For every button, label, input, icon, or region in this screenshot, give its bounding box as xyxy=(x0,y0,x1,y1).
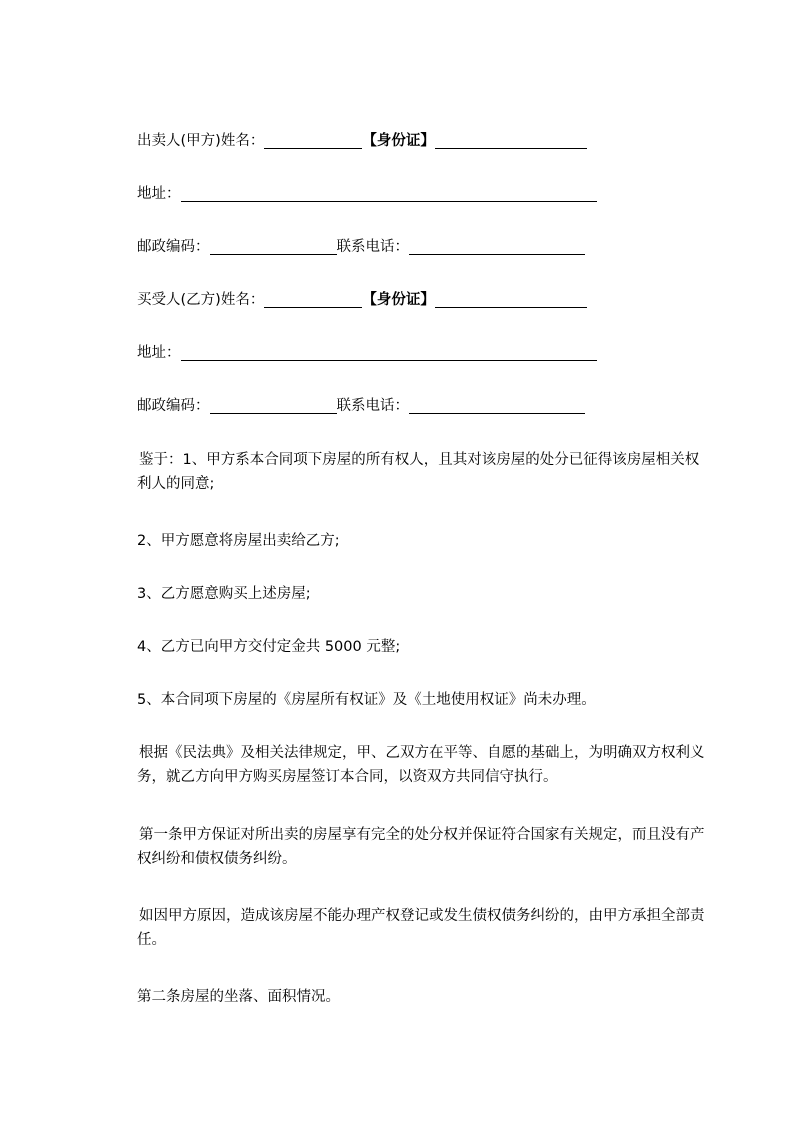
seller-postcode-blank xyxy=(210,241,337,255)
recital-intro-text: 鉴于：1、甲方系本合同项下房屋的所有权人，且其对该房屋的处分已征得该房屋相关权利人的同意; xyxy=(137,452,700,492)
recital-item-5-text: 5、本合同项下房屋的《房屋所有权证》及《土地使用权证》尚未办理。 xyxy=(137,692,596,708)
buyer-address-blank xyxy=(181,347,597,361)
seller-phone-blank xyxy=(409,241,585,255)
buyer-id-label: 【身份证】 xyxy=(362,292,435,308)
seller-id-label: 【身份证】 xyxy=(362,133,435,149)
buyer-name-row xyxy=(137,290,587,310)
recital-intro xyxy=(137,448,707,496)
buyer-phone-label: 联系电话： xyxy=(336,398,409,414)
seller-name-label: 出卖人(甲方)姓名： xyxy=(137,133,265,149)
preamble-text: 根据《民法典》及相关法律规定，甲、乙双方在平等、自愿的基础上，为明确双方权利义务，就乙方向甲方购买房屋签订本合同，以资双方共同信守执行。 xyxy=(137,745,705,785)
buyer-postcode-label: 邮政编码： xyxy=(137,398,210,414)
liability-text: 如因甲方原因，造成该房屋不能办理产权登记或发生债权债务纠纷的，由甲方承担全部责任。 xyxy=(137,908,705,948)
seller-postcode-label: 邮政编码： xyxy=(137,239,210,255)
seller-name-blank xyxy=(264,135,362,149)
buyer-postcode-blank xyxy=(210,400,337,414)
buyer-address-label: 地址： xyxy=(137,345,181,361)
article-2-heading xyxy=(137,985,707,1009)
buyer-contact-row xyxy=(137,396,585,416)
recital-item-5 xyxy=(137,688,707,712)
article-2-heading-text: 第二条房屋的坐落、面积情况。 xyxy=(137,989,340,1005)
buyer-name-label: 买受人(乙方)姓名： xyxy=(137,292,265,308)
recital-item-2-text: 2、甲方愿意将房屋出卖给乙方; xyxy=(137,533,340,549)
seller-name-row xyxy=(137,131,587,151)
article-1-text: 第一条甲方保证对所出卖的房屋享有完全的处分权并保证符合国家有关规定，而且没有产权纠纷和债权债务纠纷。 xyxy=(137,827,705,867)
seller-address-label: 地址： xyxy=(137,186,181,202)
recital-item-4-text: 4、乙方已向甲方交付定金共 5000 元整; xyxy=(137,639,401,655)
buyer-address-row xyxy=(137,343,597,363)
seller-id-blank xyxy=(435,135,587,149)
buyer-id-blank xyxy=(435,294,587,308)
buyer-phone-blank xyxy=(409,400,585,414)
seller-contact-row xyxy=(137,237,585,257)
recital-item-3-text: 3、乙方愿意购买上述房屋; xyxy=(137,586,311,602)
article-1-paragraph xyxy=(137,823,707,871)
seller-phone-label: 联系电话： xyxy=(336,239,409,255)
recital-item-2 xyxy=(137,529,707,553)
recital-item-4 xyxy=(137,635,707,659)
seller-address-row xyxy=(137,184,597,204)
buyer-name-blank xyxy=(264,294,362,308)
recital-item-3 xyxy=(137,582,707,606)
preamble-paragraph xyxy=(137,741,707,789)
liability-paragraph xyxy=(137,904,707,952)
seller-address-blank xyxy=(181,188,597,202)
